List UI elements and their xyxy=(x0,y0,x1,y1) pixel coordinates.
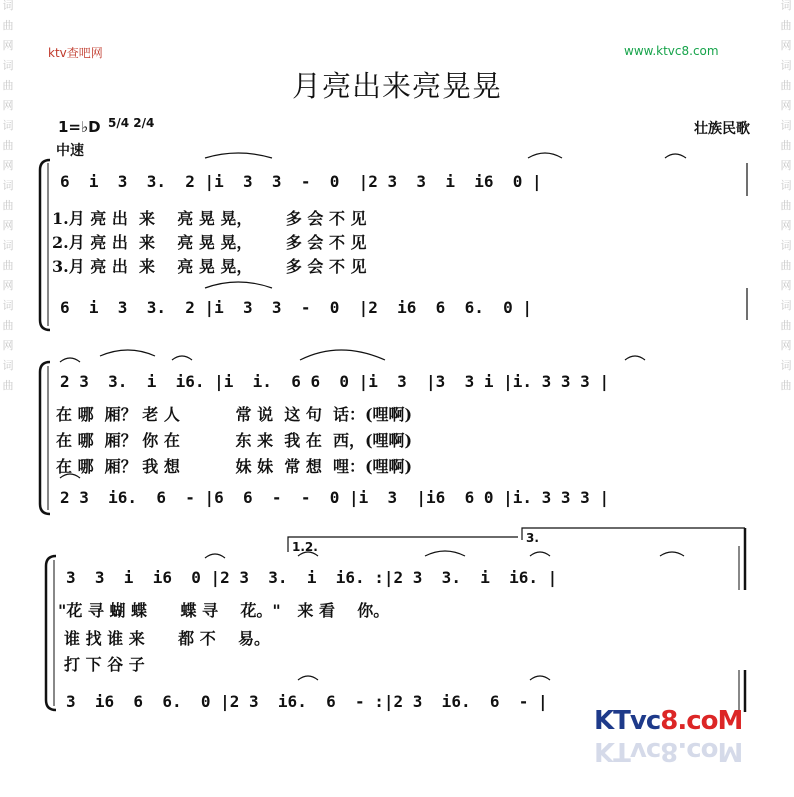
site-url-right[interactable]: www.ktvc8.com xyxy=(624,44,719,58)
site-name-left[interactable]: ktv查吧网 xyxy=(48,46,103,60)
watermark-glyph: 曲 xyxy=(780,79,792,92)
watermark-glyph: 网 xyxy=(780,279,792,292)
system3-lower-notes: 3 i6 6 6. 0 |2 3 i6. 6 - :|2 3 i6. 6 - | xyxy=(66,692,548,711)
watermark-glyph: 词 xyxy=(780,59,792,72)
site-logo xyxy=(594,706,742,736)
watermark-glyph: 网 xyxy=(780,219,792,232)
volta-first-ending: 1.2. xyxy=(292,540,318,554)
watermark-glyph: 网 xyxy=(2,159,14,172)
watermark-glyph: 曲 xyxy=(2,199,14,212)
watermark-glyph: 词 xyxy=(780,239,792,252)
watermark-glyph: 网 xyxy=(2,219,14,232)
system1-lyric-verse3: 3.月 亮 出 来 亮 晃 晃， 多 会 不 见 xyxy=(52,257,367,276)
watermark-glyph: 词 xyxy=(2,239,14,252)
watermark-glyph: 词 xyxy=(780,119,792,132)
logo-reflection-part-b: 8.coM xyxy=(660,736,743,766)
system2-lower-notes: 2 3 i6. 6 - |6 6 - - 0 |i 3 |i6 6 0 |i. 3 3 3 | xyxy=(60,488,610,507)
watermark-glyph: 网 xyxy=(2,99,14,112)
logo-part-a: KTvc xyxy=(594,706,661,736)
watermark-glyph: 曲 xyxy=(2,139,14,152)
watermark-glyph: 词 xyxy=(2,299,14,312)
watermark-glyph: 曲 xyxy=(780,19,792,32)
system2-lyric-verse3: 在 哪 厢？ 我 想 妹 妹 常 想 哩：(哩啊) xyxy=(56,457,413,476)
system2-lyric-verse1: 在 哪 厢？ 老 人 常 说 这 句 话：(哩啊) xyxy=(56,405,413,424)
watermark-glyph: 词 xyxy=(780,179,792,192)
song-title: 月亮出来亮晃晃 xyxy=(291,69,502,103)
watermark-glyph: 网 xyxy=(780,99,792,112)
system1-upper-notes: 6 i 3 3. 2 |i 3 3 - 0 |2 3 3 i i6 0 | xyxy=(60,172,542,191)
tempo-marking: 中速 xyxy=(56,143,84,159)
watermark-glyph: 曲 xyxy=(2,379,14,392)
watermark-glyph: 词 xyxy=(780,359,792,372)
watermark-glyph: 词 xyxy=(2,59,14,72)
watermark-glyph: 网 xyxy=(780,159,792,172)
watermark-glyph: 词 xyxy=(2,179,14,192)
site-logo-reflection xyxy=(594,736,742,766)
watermark-glyph: 网 xyxy=(2,339,14,352)
key-signature: 1=♭D xyxy=(58,118,101,136)
system1-lyric-verse2: 2.月 亮 出 来 亮 晃 晃， 多 会 不 见 xyxy=(52,233,367,252)
watermark-glyph: 曲 xyxy=(780,319,792,332)
volta-second-ending: 3. xyxy=(526,531,539,545)
watermark-glyph: 网 xyxy=(2,279,14,292)
system3-lyric-verse1: "花 寻 蝴 蝶 蝶 寻 花。" 来 看 你。 xyxy=(58,601,390,620)
system3-lyric-verse2: 谁 找 谁 来 都 不 易。 xyxy=(64,629,270,648)
watermark-glyph: 词 xyxy=(2,119,14,132)
watermark-glyph: 曲 xyxy=(780,199,792,212)
watermark-glyph: 词 xyxy=(780,0,792,12)
watermark-glyph: 曲 xyxy=(2,79,14,92)
watermark-glyph: 网 xyxy=(780,339,792,352)
song-origin: 壮族民歌 xyxy=(694,121,750,137)
watermark-glyph: 词 xyxy=(780,299,792,312)
logo-part-b: 8.coM xyxy=(660,706,743,736)
watermark-glyph: 曲 xyxy=(780,379,792,392)
system3-lyric-verse3: 打 下 谷 子 xyxy=(64,655,145,674)
logo-reflection-part-a: KTvc xyxy=(594,736,661,766)
system3-upper-notes: 3 3 i i6 0 |2 3 3. i i6. :|2 3 3. i i6. | xyxy=(66,568,558,587)
system2-lyric-verse2: 在 哪 厢？ 你 在 东 来 我 在 西，(哩啊) xyxy=(56,431,413,450)
time-signature: 5/4 2/4 xyxy=(108,116,155,130)
system1-lower-notes: 6 i 3 3. 2 |i 3 3 - 0 |2 i6 6 6. 0 | xyxy=(60,298,533,317)
system1-lyric-verse1: 1.月 亮 出 来 亮 晃 晃， 多 会 不 见 xyxy=(52,209,367,228)
watermark-glyph: 曲 xyxy=(780,139,792,152)
watermark-glyph: 曲 xyxy=(780,259,792,272)
watermark-glyph: 词 xyxy=(2,359,14,372)
system2-upper-notes: 2 3 3. i i6. |i i. 6 6 0 |i 3 |3 3 i |i. 3 3 3 | xyxy=(60,372,610,391)
watermark-glyph: 网 xyxy=(2,39,14,52)
watermark-glyph: 曲 xyxy=(2,19,14,32)
watermark-glyph: 曲 xyxy=(2,319,14,332)
watermark-glyph: 网 xyxy=(780,39,792,52)
watermark-glyph: 曲 xyxy=(2,259,14,272)
watermark-glyph: 词 xyxy=(2,0,14,12)
